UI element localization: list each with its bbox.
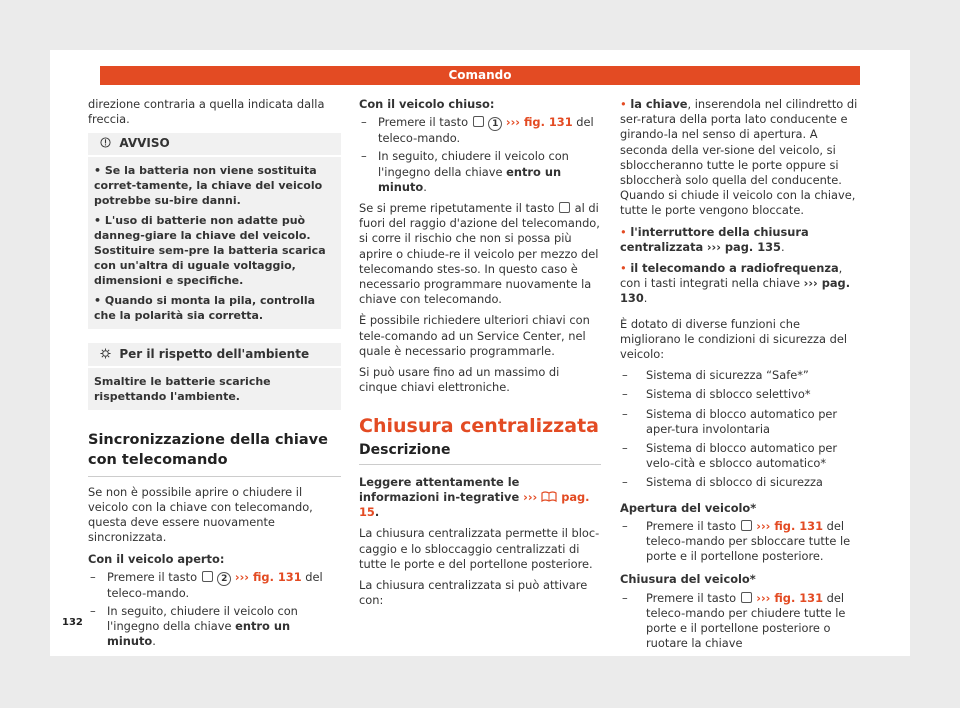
functions-list [620,368,860,490]
closing-steps [620,591,860,652]
bullet-key: • la chiave, inserendola nel cilindretto di ser-ratura della porta lato conducente e girando-la nel senso di apertura. A seconda della ver-sione del veicolo, si sbloccheranno tutte le porte oppure si sbloccherà solo quella del conducente. Quando si chiude il veicolo con la chiave, tutte le porte vengono bloccate. [620,97,858,218]
info-circle-icon [100,136,115,150]
list-item: – Sistema di sicurezza “Safe*” [620,368,860,383]
environment-title: Per il rispetto dell'ambiente [119,346,310,361]
column-3 [620,97,860,658]
list-item: – Premere il tasto 2 ››› fig. 131 del teleco-mando. [88,570,341,601]
list-item: – In seguito, chiudere il veicolo con l'ingegno della chiave entro un minuto. [88,604,341,650]
service-text: È possibile richiedere ulteriori chiavi con tele-comando ad un Service Center, nel quale è necessario programmarle. [359,313,590,358]
environment-text: Smaltire le batterie scariche rispettando l'ambiente. [94,374,271,403]
sync-text: Se non è possibile aprire o chiudere il veicolo con la chiave con telecomando, questa deve essere nuovamente sincronizzata. [88,484,313,545]
bullet-switch: • l'interruttore della chiusura centralizzata ››› pag. 135. [620,224,809,254]
warning-title: AVVISO [119,136,170,151]
lock-key-icon [741,592,752,603]
list-item: – Premere il tasto 1 ››› fig. 131 del teleco-mando. [359,115,601,146]
unlock-key-icon [741,520,752,531]
warning-box [88,133,341,328]
closed-label: Con il veicolo chiuso: [359,97,495,111]
book-icon [541,490,561,504]
activate-text: La chiusura centralizzata si può attivare con: [359,578,588,608]
unlock-key-icon [473,116,484,127]
warning-item: • Quando si monta la pila, controlla che la polarità sia corretta. [94,293,316,322]
functions-intro: È dotato di diverse funzioni che migliorano le condizioni di sicurezza del veicolo: [620,316,848,362]
subsection-heading: Descrizione [359,443,601,465]
closed-steps [359,115,601,195]
closing-label: Chiusura del veicolo* [620,572,756,587]
page-link[interactable]: ››› pag. 135 [706,239,781,254]
lock-key-icon [202,571,213,582]
bullet-radio: • il telecomando a radiofrequenza, con i tasti integrati nella chiave ››› pag. 130. [620,261,851,306]
environment-box [88,343,341,410]
page-link[interactable]: pag. 15 [359,490,590,520]
list-item: – Premere il tasto ››› fig. 131 del teleco-mando per sbloccare tutte le porte e il portellone posteriore. [620,519,860,565]
max-keys-text: Si può usare fino ad un massimo di cinque chiavi elettroniche. [359,365,560,395]
opening-label: Apertura del veicolo* [620,500,757,515]
figure-link[interactable]: ››› fig. 131 [505,115,573,130]
column-2 [359,97,601,614]
leaf-icon [100,347,115,361]
column-1 [88,97,341,656]
repeat-text: Se si preme ripetutamente il tasto al di fuori del raggio d'azione del telecomando, si corre il rischio che non si possa più aprire o chiude-re il veicolo per mezzo del telecomando stes-so. In questo caso è necessario programmare nuovamente la chiave con telecomando. [359,201,600,307]
figure-link[interactable]: ››› fig. 131 [234,569,302,584]
opening-steps [620,519,860,565]
environment-header [88,343,341,368]
section-heading: Chiusura centralizzata [359,415,599,438]
read-info: Leggere attentamente le informazioni in-tegrative ››› pag. 15. [359,474,590,520]
page-header: Comando [100,66,860,85]
list-item: – Premere il tasto ››› fig. 131 del teleco-mando per chiudere tutte le porte e il portellone posteriore o ruotare la chiave [620,591,860,652]
unlock-key-icon [559,202,570,213]
callout-number: 2 [217,572,231,586]
figure-link[interactable]: ››› fig. 131 [756,518,824,533]
warning-item: • Se la batteria non viene sostituita corret-tamente, la chiave del veicolo potrebbe su-bire danni. [94,163,323,207]
list-item: – Sistema di sblocco di sicurezza [620,475,860,490]
warning-item: • L'uso di batterie non adatte può danneg-giare la chiave del veicolo. Sostituire sem-pre la batteria scarica con un'altra di uguale voltaggio, dimensioni e specifiche. [94,213,326,287]
list-item: – In seguito, chiudere il veicolo con l'ingegno della chiave entro un minuto. [359,149,601,195]
open-steps [88,570,341,650]
description-text: La chiusura centralizzata permette il bloc-caggio e lo sbloccaggio centralizzati di tutte le porte e del portellone posteriore. [359,526,600,571]
list-item: – Sistema di sblocco selettivo* [620,387,860,402]
page-link[interactable]: ››› pag. 130 [620,276,851,306]
sync-heading: Sincronizzazione della chiave con telecomando [88,430,341,477]
page-number: 132 [62,617,83,628]
callout-number: 1 [488,117,502,131]
figure-link[interactable]: ››› fig. 131 [756,590,824,605]
intro-text: direzione contraria a quella indicata dalla freccia. [88,97,325,127]
list-item: – Sistema di blocco automatico per velo-cità e sblocco automatico* [620,441,860,471]
open-label: Con il veicolo aperto: [88,551,225,566]
warning-header [88,133,341,156]
list-item: – Sistema di blocco automatico per aper-tura involontaria [620,407,860,437]
